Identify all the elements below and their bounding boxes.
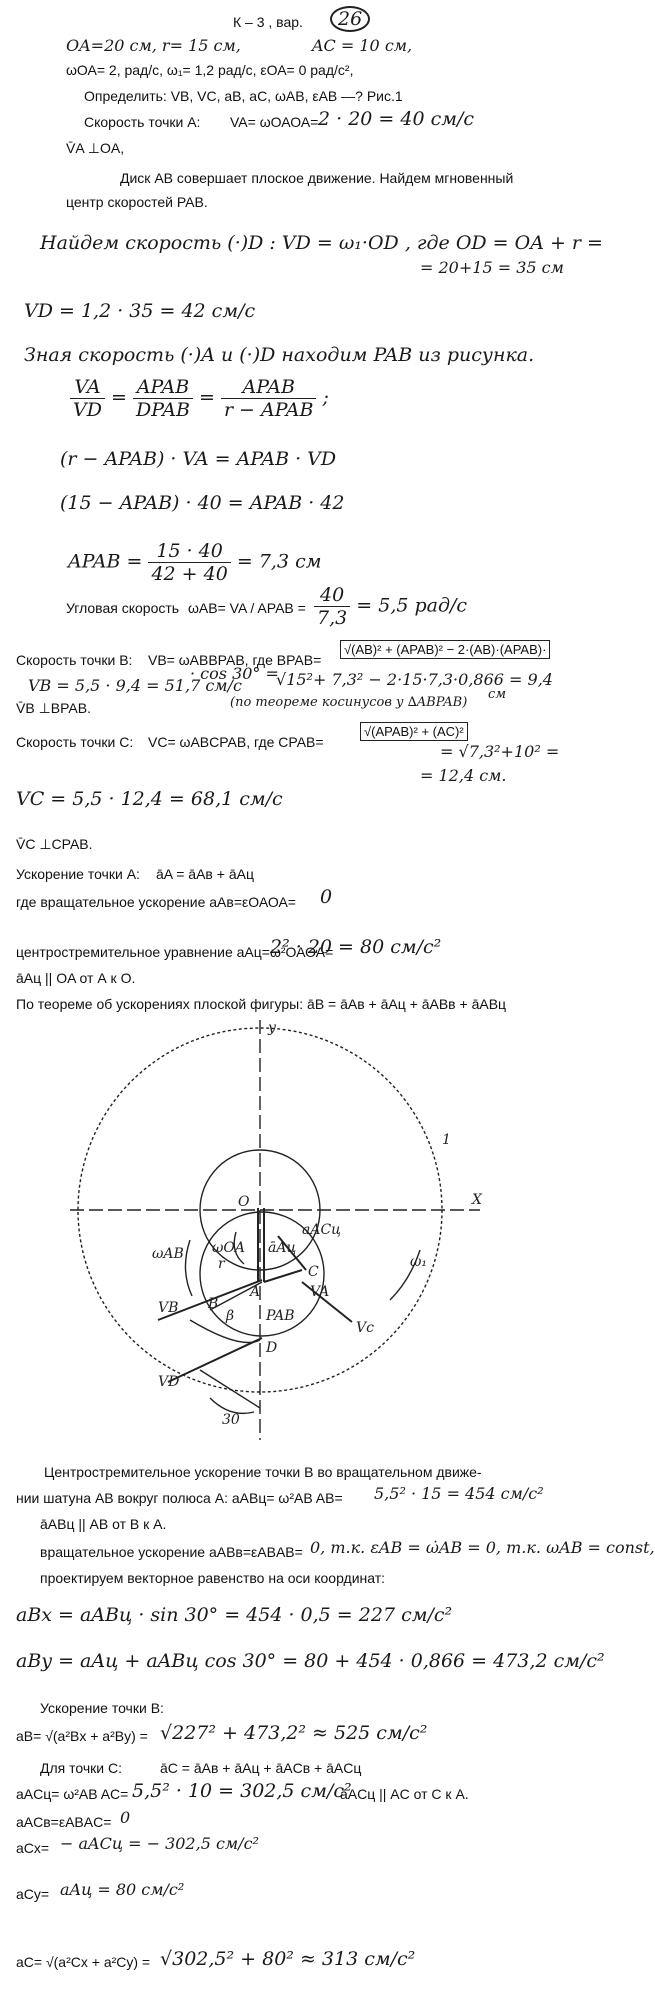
eq2: (15 − APAB) · 40 = APAB · 42 xyxy=(60,492,345,514)
fig-vb-label: VB xyxy=(158,1300,179,1316)
vel-c-sqrt: √(APAB)² + (AC)² xyxy=(360,722,468,741)
acc-cx-res: − aACц = − 302,5 см/с² xyxy=(60,1834,259,1853)
acc-c-result: √302,5² + 80² ≈ 313 см/с² xyxy=(160,1948,416,1970)
vel-a-result: 2 · 20 = 40 см/с xyxy=(318,108,475,130)
acc-b-cent2-res: 5,5² · 15 = 454 см/с² xyxy=(374,1484,544,1503)
acc-b-proj: проектируем векторное равенство на оси координат: xyxy=(40,1570,386,1586)
acc-cy-label: aCy= xyxy=(16,1886,50,1902)
acc-ac-label: aACц= ω²AB AC= xyxy=(16,1786,129,1802)
acc-a-rot: где вращательное ускорение aAв=εОАОА= xyxy=(16,894,296,910)
acc-b-formula: aB= √(a²Bx + a²By) = xyxy=(16,1728,148,1744)
acc-c-formula-final: aC= √(a²Cx + a²Cy) = xyxy=(16,1954,151,1970)
acc-acv-res: 0 xyxy=(120,1808,131,1827)
fig-b-label: B xyxy=(208,1296,219,1312)
vel-b-sqrt: √(AB)² + (APAB)² − 2·(AB)·(APAB)· xyxy=(340,640,550,659)
vel-c-label: Скорость точки С: xyxy=(16,734,134,750)
acc-cx-label: aCx= xyxy=(16,1840,50,1856)
acc-bx: aBx = aABц · sin 30° = 454 · 0,5 = 227 см/с² xyxy=(16,1604,453,1626)
disk-line1: Диск AB совершает плоское движение. Найдем мгновенный xyxy=(120,170,514,186)
vel-b-formula: VB= ωABBPAB, где BPAB= xyxy=(148,652,322,668)
vel-c-formula: VC= ωABCPAB, где CPAB= xyxy=(148,734,324,750)
acc-theorem: По теореме об ускорениях плоской фигуры: āB = āAв + āAц + āABв + āABц xyxy=(16,996,507,1012)
ratio-eq: $\frac{VA}{VD}$ = $\frac{\text{APAB}}{\text{DPAB}}$ = $\frac{\text{APAB}}{\text{r − APAB}}$ ; xyxy=(70,376,329,421)
omega-ab-formula: ωAB= VA / APAB = xyxy=(188,600,306,616)
omega-ab-label: Угловая скорость xyxy=(66,600,180,616)
vel-b-label: Скорость точки В: xyxy=(16,652,133,668)
fig-aac-label: aACц xyxy=(302,1222,341,1238)
vel-a-label: Скорость точки А: xyxy=(84,114,201,130)
given-oa: OA=20 см, r= 15 см, xyxy=(66,36,241,55)
eq1: (r − APAB) · VA = APAB · VD xyxy=(60,448,337,470)
vel-b-unit: см xyxy=(488,687,507,702)
given-omegas: ωОА= 2, рад/с, ω₁= 1,2 рад/с, εОА= 0 рад/с², xyxy=(66,62,354,78)
acc-cy-res: aAц = 80 см/с² xyxy=(60,1880,185,1899)
vel-c-perp: V̄C ⊥CPAB. xyxy=(16,836,93,852)
vel-c-eq: = √7,3²+10² = xyxy=(440,742,560,761)
acc-a-cent-res: 2² · 20 = 80 см/с² xyxy=(270,936,442,958)
task-title: К – 3 , вар. xyxy=(233,14,303,30)
acc-b-dir: āABц || AB от В к А. xyxy=(40,1516,167,1532)
variant-number: 26 xyxy=(330,6,370,32)
acc-a-formula: āA = āAв + āAц xyxy=(156,866,254,882)
fig-aa-label: āAц xyxy=(268,1240,297,1256)
fig-p-label: PAB xyxy=(266,1308,295,1324)
vel-b-cos: · cos 30° = xyxy=(190,664,279,683)
fig-w-ab-label: ωAB xyxy=(152,1246,184,1262)
fig-w-oa-label: ωOA xyxy=(212,1240,246,1256)
fig-c-label: C xyxy=(308,1264,319,1280)
acc-by: aBy = aAц + aABц cos 30° = 80 + 454 · 0,866 = 473,2 см/с² xyxy=(16,1650,605,1672)
ap-value: APAB = $\frac{15 \cdot 40}{42 + 40}$ = 7,3 см xyxy=(68,540,322,585)
acc-a-dir: āAц || OA от А к О. xyxy=(16,970,136,986)
vd-line1: Найдем скорость (·)D : VD = ω₁·OD , где OD = OA + r = xyxy=(40,232,603,254)
acc-b-cent1: Центростремительное ускорение точки В во вращательном движе- xyxy=(44,1464,482,1480)
acc-c-label: Для точки С: xyxy=(40,1760,122,1776)
acc-acv-label: aACв=εABAC= xyxy=(16,1814,112,1830)
vel-c-value: VC = 5,5 · 12,4 = 68,1 см/с xyxy=(16,788,283,810)
vd-value: VD = 1,2 · 35 = 42 см/с xyxy=(24,300,256,322)
vel-b-perp: V̄B ⊥BPAB. xyxy=(16,700,91,716)
vd-vector xyxy=(168,1338,262,1382)
acc-a-cent: центростремительное уравнение aAц=ω²ОАОА= xyxy=(16,944,334,960)
acc-ac-dir: āACц || AC от С к А. xyxy=(340,1786,469,1802)
vd-line2: = 20+15 = 35 см xyxy=(420,258,564,277)
fig-va-label: VA xyxy=(310,1284,330,1300)
acc-a-rot-res: 0 xyxy=(320,886,333,908)
acc-b-cent2: нии шатуна АВ вокруг полюса А: aABц= ω²AB AB= xyxy=(16,1490,343,1506)
acc-b-rot: вращательное ускорение aABв=εABAB= xyxy=(40,1544,303,1560)
acc-b-rot-res: 0, т.к. εAB = ω̇AB = 0, т.к. ωAB = const, xyxy=(310,1538,655,1557)
acc-a-label: Ускорение точки А: xyxy=(16,866,140,882)
acc-ac-res: 5,5² · 10 = 302,5 см/с² xyxy=(132,1780,352,1802)
fig-1-label: 1 xyxy=(442,1132,451,1148)
fig-r-label: r xyxy=(218,1256,225,1272)
ac-vector xyxy=(264,1270,302,1282)
vel-a-formula: VA= ωОАОА= xyxy=(230,114,319,130)
ang-line xyxy=(200,1370,260,1408)
find-line: Определить: VB, VC, aB, aC, ωAB, εAB —? Рис.1 xyxy=(84,88,403,104)
disk-line2: центр скоростей PAB. xyxy=(66,194,208,210)
fig-x-label: X xyxy=(472,1192,482,1208)
vel-b-value: VB = 5,5 · 9,4 = 51,7 см/с xyxy=(28,676,242,695)
fig-w1-label: ω₁ xyxy=(410,1254,428,1270)
fig-d-label: D xyxy=(266,1340,278,1356)
acc-c-formula: āC = āAв + āAц + āACв + āACц xyxy=(160,1760,362,1776)
fig-beta-label: β xyxy=(226,1308,235,1324)
know-line: Зная скорость (·)A и (·)D находим PAB из рисунка. xyxy=(24,344,535,366)
fig-angle-label: 30 xyxy=(222,1412,240,1428)
vel-b-calc: √15²+ 7,3² − 2·15·7,3·0,866 = 9,4 xyxy=(276,670,553,689)
w-ab-arc xyxy=(185,1240,192,1296)
fig-y-label: y xyxy=(268,1020,276,1036)
acc-b-result: √227² + 473,2² ≈ 525 см/с² xyxy=(160,1722,428,1744)
vel-b-note: (по теореме косинусов у ∆ABPAB) xyxy=(230,695,468,710)
fig-vc-label: Vc xyxy=(356,1320,374,1336)
given-ac: AC = 10 см, xyxy=(312,36,413,55)
acc-b-label: Ускорение точки В: xyxy=(40,1700,164,1716)
fig-vd-label: VD xyxy=(158,1374,180,1390)
vel-c-res: = 12,4 см. xyxy=(420,766,507,785)
vel-a-perp: V̄A ⊥OA, xyxy=(66,140,125,156)
omega-ab-value: $\frac{40}{7,3}$ = 5,5 рад/с xyxy=(314,584,467,629)
mechanism-figure xyxy=(40,1020,510,1452)
fig-a-label: A xyxy=(250,1284,261,1300)
fig-o-label: O xyxy=(238,1194,250,1210)
